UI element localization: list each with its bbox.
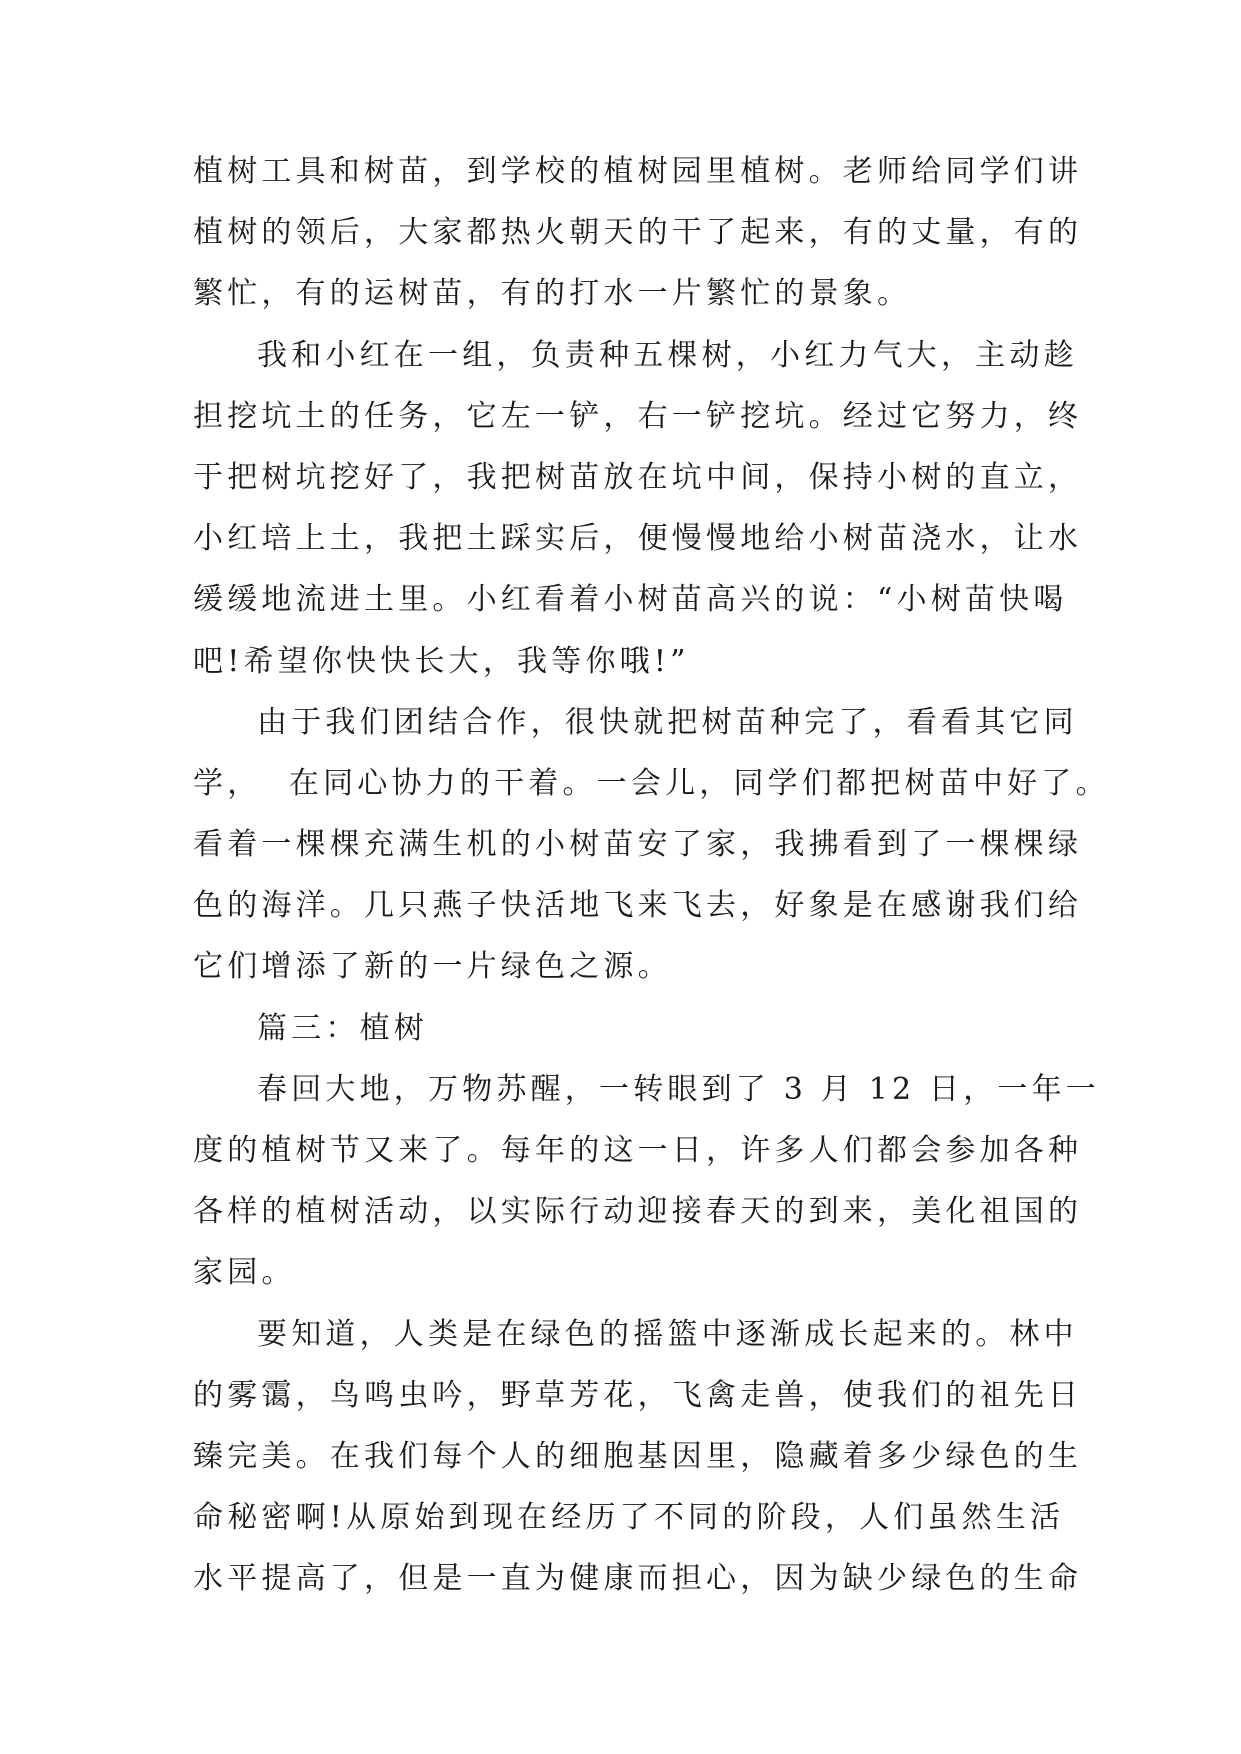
text-line: 由于我们团结合作，很快就把树苗种完了，看看其它同 (257, 704, 1078, 740)
text-line: 命秘密啊!从原始到现在经历了不同的阶段，人们虽然生活 (193, 1500, 1065, 1536)
text-line: 度的植树节又来了。每年的这一日，许多人们都会参加各种 (193, 1133, 1083, 1168)
body-text (193, 154, 1110, 1623)
text-line: 看着一棵棵充满生机的小树苗安了家，我拂看到了一棵棵绿 (193, 827, 1083, 863)
text-line: 春回大地，万物苏醒，一转眼到了 3 月 12 日，一年一 (257, 1071, 1101, 1107)
text-line: 篇三：植树 (257, 1010, 428, 1046)
text-line: 担挖坑土的任务，它左一铲，右一铲挖坑。经过它努力，终 (193, 398, 1083, 434)
text-line: 它们增添了新的一片绿色之源。 (193, 949, 672, 985)
text-line: 臻完美。在我们每个人的细胞基因里，隐藏着多少绿色的生 (193, 1438, 1083, 1474)
text-line: 繁忙，有的运树苗，有的打水一片繁忙的景象。 (193, 276, 912, 312)
text-line: 要知道，人类是在绿色的摇篮中逐渐成长起来的。林中 (257, 1316, 1078, 1352)
text-line: 吧!希望你快快长大，我等你哦!” (193, 643, 690, 679)
text-line: 缓缓地流进土里。小红看着小树苗高兴的说：“小树苗快喝 (193, 582, 1068, 618)
text-line: 各样的植树活动，以实际行动迎接春天的到来，美化祖国的 (193, 1194, 1083, 1230)
text-line: 家园。 (193, 1255, 296, 1291)
text-line: 的雾霭，鸟鸣虫吟，野草芳花，飞禽走兽，使我们的祖先日 (193, 1377, 1083, 1413)
text-line: 植树的领后，大家都热火朝天的干了起来，有的丈量，有的 (193, 215, 1083, 251)
text-line: 小红培上土，我把土踩实后，便慢慢地给小树苗浇水，让水 (193, 521, 1083, 557)
text-line: 我和小红在一组，负责种五棵树，小红力气大，主动趁 (257, 337, 1078, 373)
text-line: 色的海洋。几只燕子快活地飞来飞去，好象是在感谢我们给 (193, 888, 1083, 924)
text-line: 于把树坑挖好了，我把树苗放在坑中间，保持小树的直立， (193, 459, 1083, 495)
text-line: 植树工具和树苗，到学校的植树园里植树。老师给同学们讲 (193, 154, 1083, 189)
text-line: 水平提高了，但是一直为健康而担心，因为缺少绿色的生命 (193, 1561, 1083, 1597)
text-line: 学， 在同心协力的干着。一会儿，同学们都把树苗中好了。 (193, 765, 1110, 801)
